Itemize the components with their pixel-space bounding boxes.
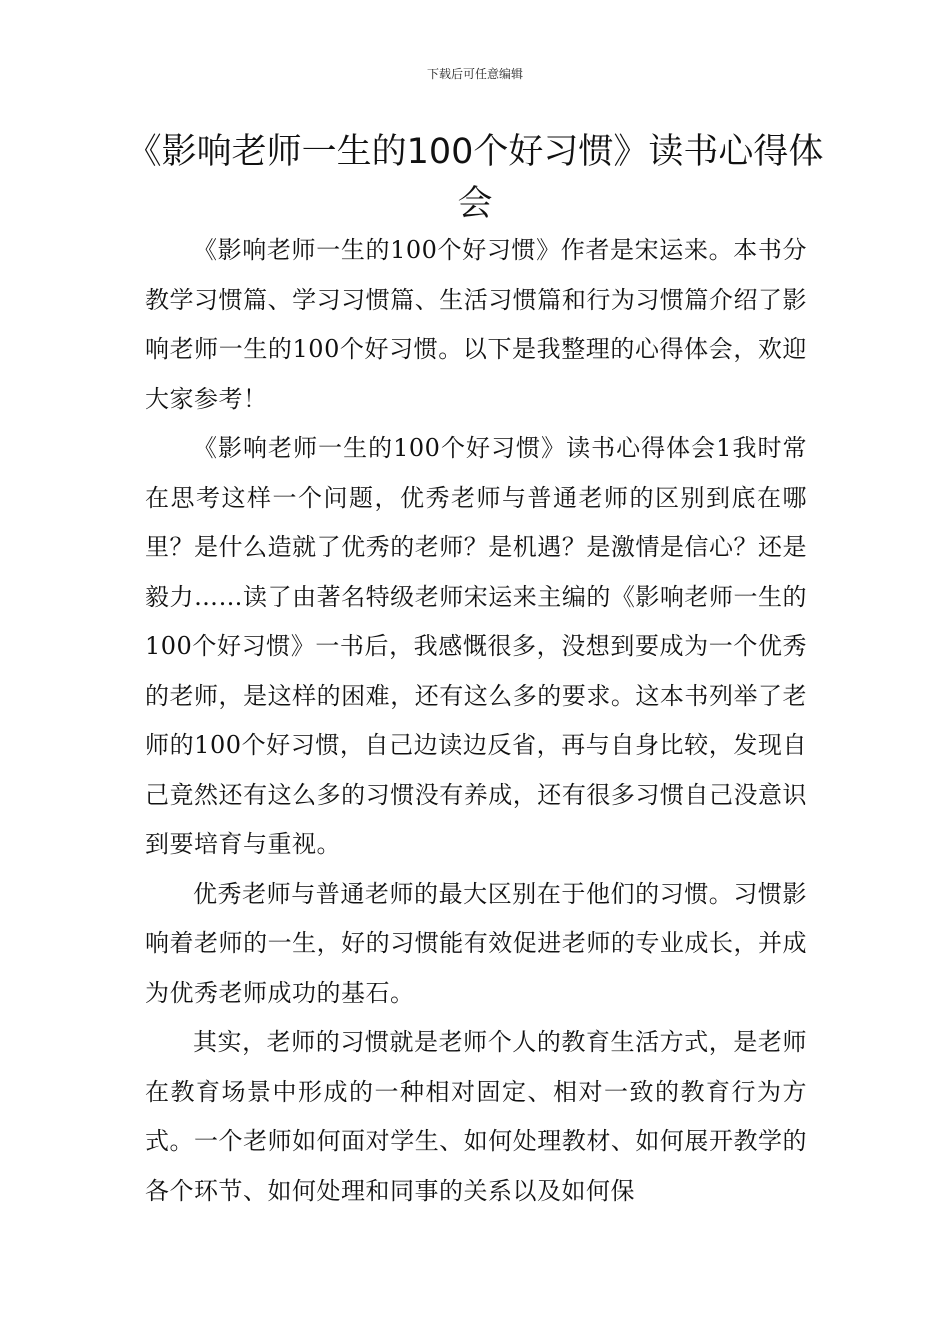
- document-body: [145, 226, 807, 1216]
- paragraph-habits-difference: 优秀老师与普通老师的最大区别在于他们的习惯。习惯影响着老师的一生，好的习惯能有效促进老师的专业成长，并成为优秀老师成功的基石。: [145, 879, 807, 1007]
- paragraph-habits-definition: 其实，老师的习惯就是老师个人的教育生活方式，是老师在教育场景中形成的一种相对固定、相对一致的教育行为方式。一个老师如何面对学生、如何处理教材、如何展开教学的各个环节、如何处理和同事的关系以及如何保: [145, 1028, 807, 1205]
- paragraph-intro: 《影响老师一生的100个好习惯》作者是宋运来。本书分教学习惯篇、学习习惯篇、生活习惯篇和行为习惯篇介绍了影响老师一生的100个好习惯。以下是我整理的心得体会，欢迎大家参考！: [145, 236, 807, 413]
- document-title: 《影响老师一生的100个好习惯》读书心得体会: [126, 132, 824, 224]
- header-note: 下载后可任意编辑: [426, 67, 523, 81]
- paragraph-essay-1: 《影响老师一生的100个好习惯》读书心得体会1我时常在思考这样一个问题，优秀老师与普通老师的区别到底在哪里？是什么造就了优秀的老师？是机遇？是激情是信心？还是毅力……读了由著名特级老师宋运来主编的《影响老师一生的100个好习惯》一书后，我感慨很多，没想到要成为一个优秀的老师，是这样的困难，还有这么多的要求。这本书列举了老师的100个好习惯，自己边读边反省，再与自身比较，发现自己竟然还有这么多的习惯没有养成，还有很多习惯自己没意识到要培育与重视。: [145, 434, 807, 858]
